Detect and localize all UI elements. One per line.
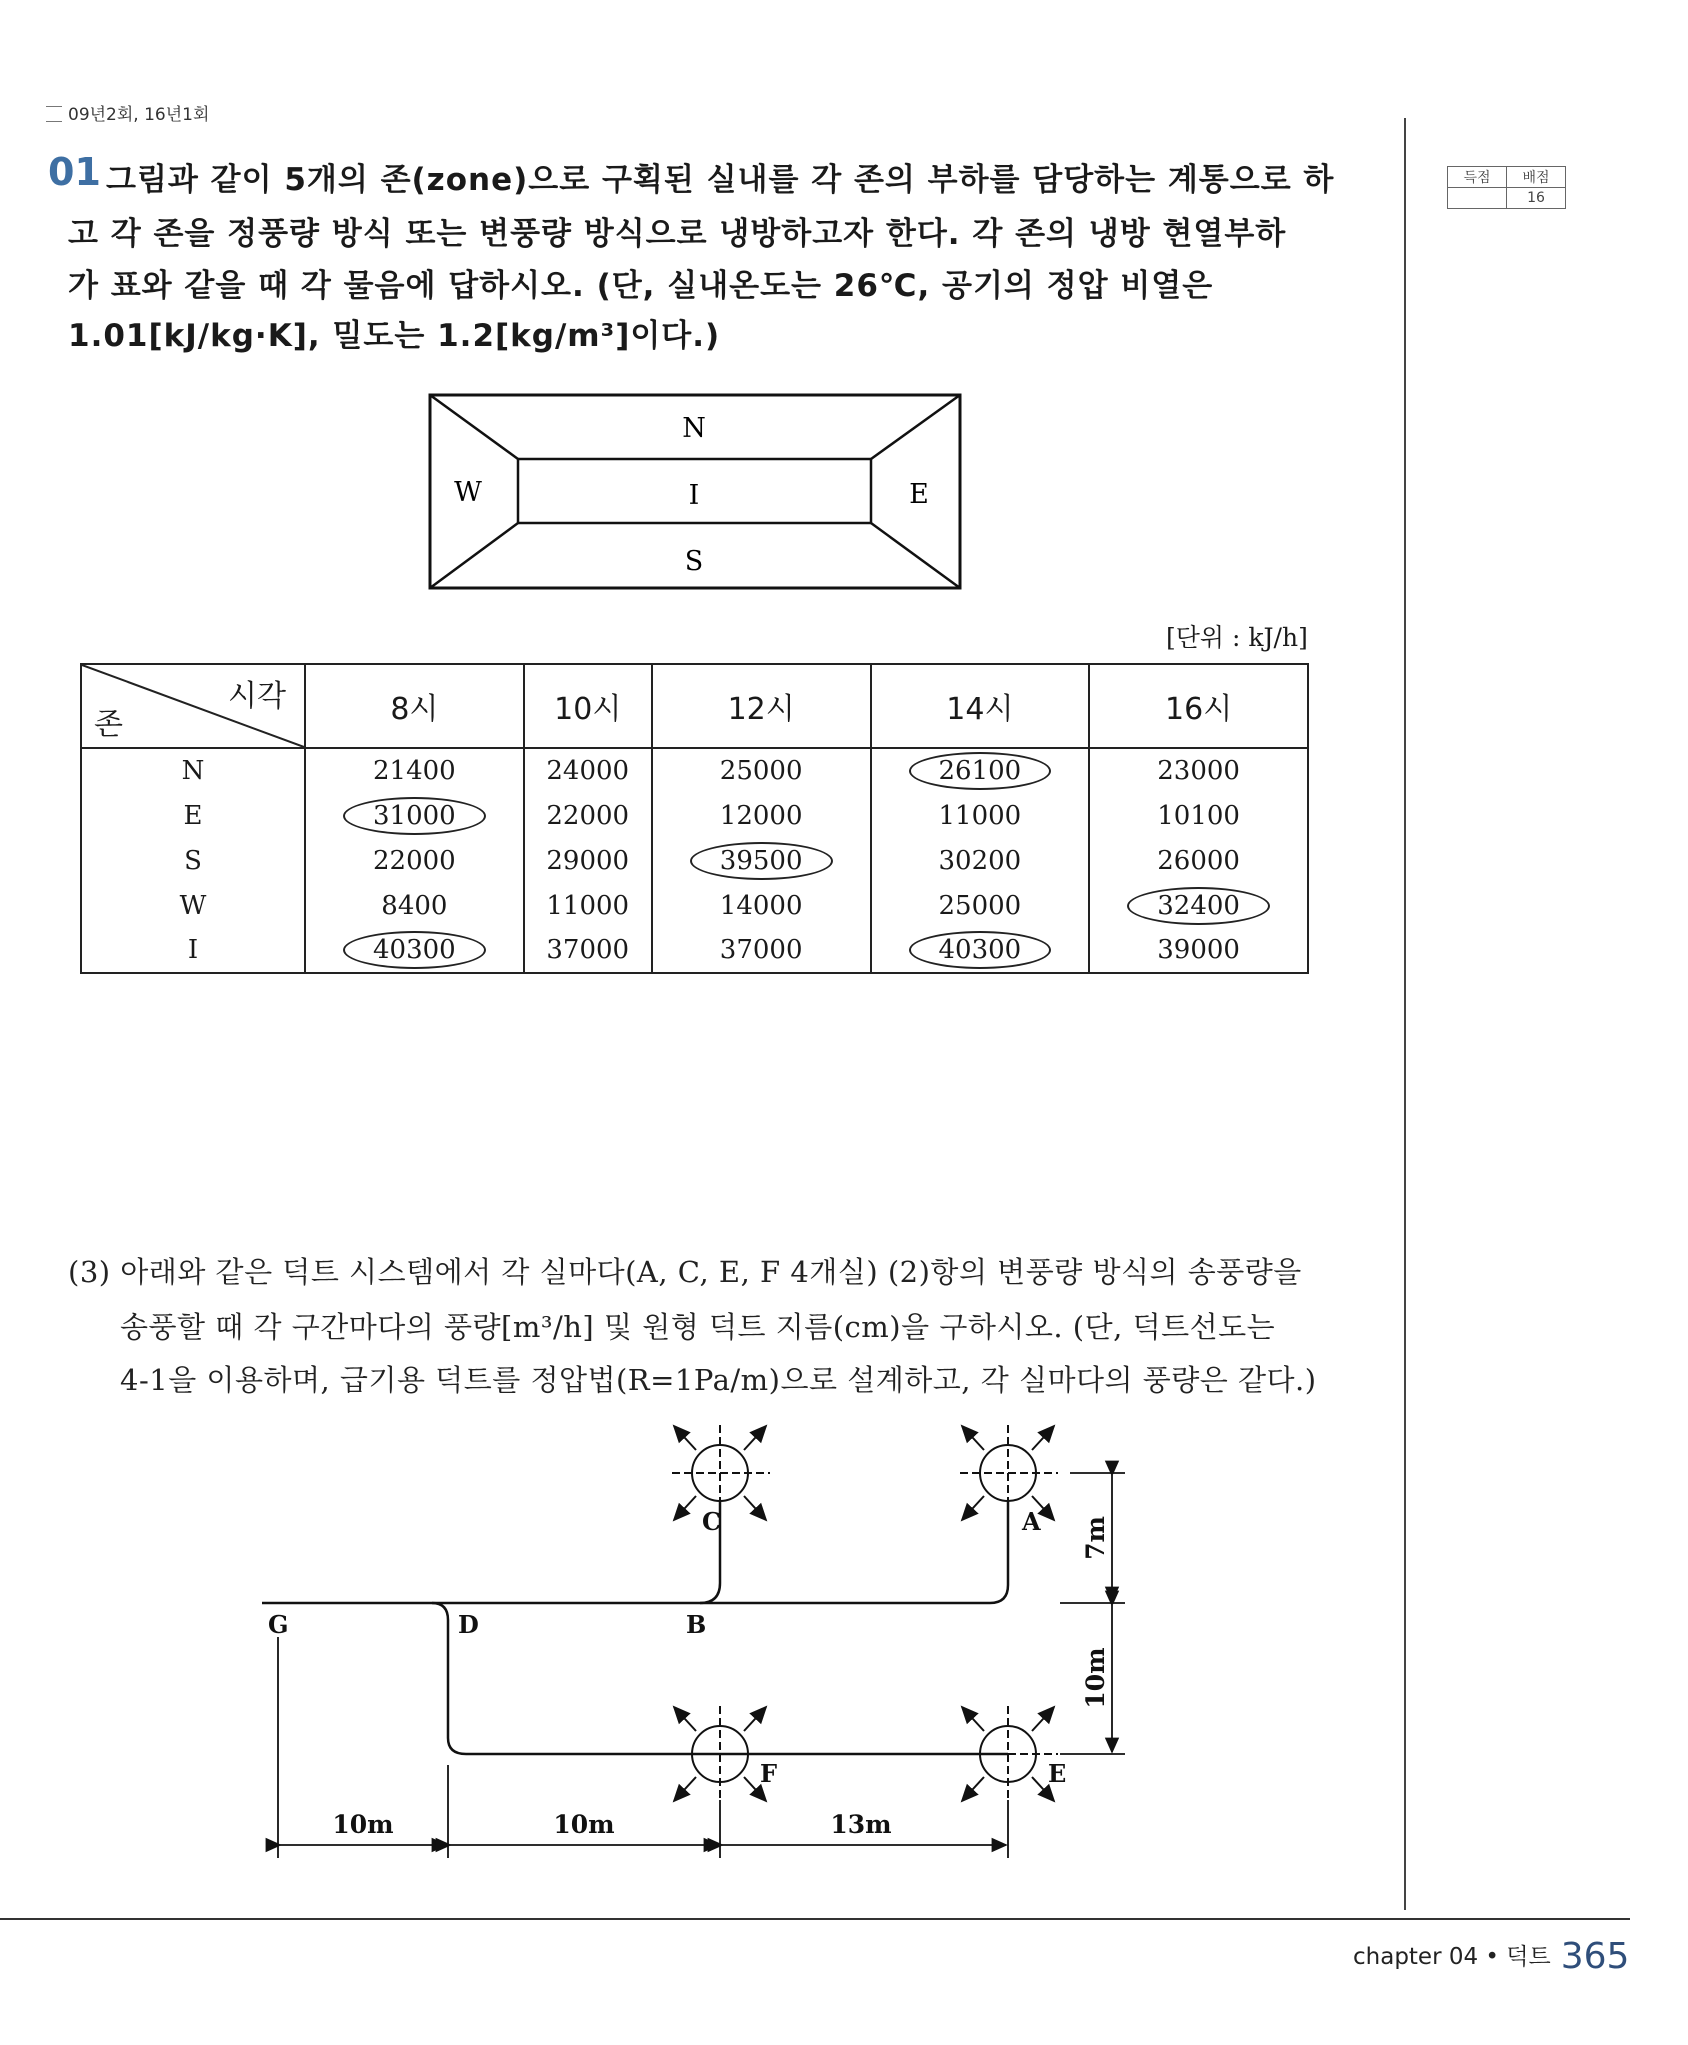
chapter-label: chapter 04 • 덕트 (1353, 1944, 1551, 1970)
node-label-f: F (760, 1759, 778, 1788)
page-footer (1353, 1936, 1629, 1977)
circled-max-value: 31000 (343, 797, 486, 835)
question-line-4: 1.01[kJ/kg·K], 밀도는 1.2[kg/m³]이다.) (68, 318, 721, 354)
footer-rule (0, 1918, 1630, 1920)
node-label-b: B (686, 1610, 707, 1639)
value-cell: 30200 (871, 838, 1090, 883)
zone-label-west: W (454, 477, 482, 508)
score-label-points: 배점 (1507, 167, 1566, 188)
column-header: 14시 (871, 664, 1090, 748)
score-label-earned: 득점 (1448, 167, 1507, 188)
value-cell: 23000 (1089, 748, 1308, 793)
zone-cell: I (187, 935, 199, 965)
value-cell: 11000 (871, 793, 1090, 838)
zone-cell: N (181, 756, 205, 786)
zone-label-south: S (684, 546, 704, 577)
node-label-g: G (268, 1610, 289, 1639)
vertical-dimensions (1060, 1473, 1125, 1754)
value-cell: 26000 (1089, 838, 1308, 883)
value-cell: 25000 (871, 883, 1090, 928)
value-cell: 14000 (652, 883, 871, 928)
node-label-c: C (702, 1507, 722, 1536)
question-line-2: 고 각 존을 정풍량 방식 또는 변풍량 방식으로 냉방하고자 한다. 각 존의 냉방 현열부하 (68, 216, 1287, 252)
value-cell: 29000 (524, 838, 652, 883)
circled-max-value: 40300 (343, 931, 486, 969)
circled-max-value: 32400 (1127, 887, 1270, 925)
corner-label-zone: 존 (94, 707, 123, 742)
value-cell: 22000 (524, 793, 652, 838)
zone-label-east: E (909, 479, 929, 510)
score-points-value: 16 (1507, 188, 1566, 209)
value-cell: 12000 (652, 793, 871, 838)
value-cell: 37000 (652, 928, 871, 973)
dim-lower: 10m (1081, 1647, 1110, 1709)
node-label-a: A (1022, 1507, 1041, 1536)
zone-cell: S (184, 845, 202, 876)
value-cell: 21400 (305, 748, 524, 793)
dim-g-to-d: 10m (332, 1810, 394, 1839)
value-cell: 24000 (524, 748, 652, 793)
node-label-e: E (1048, 1759, 1067, 1788)
value-cell: 39000 (1089, 928, 1308, 973)
column-header: 12시 (652, 664, 871, 748)
dim-d-to-f: 10m (553, 1810, 615, 1839)
circled-max-value: 26100 (909, 752, 1052, 790)
zone-cell: E (183, 800, 203, 831)
diffuser-e-icon (960, 1706, 1058, 1801)
subquestion-3-line-3: 4-1을 이용하며, 급기용 덕트를 정압법(R=1Pa/m)으로 설계하고, 각 실마다의 풍량은 같다.) (120, 1363, 1317, 1397)
node-label-d: D (458, 1610, 479, 1639)
page-number: 365 (1560, 1936, 1630, 1977)
question-line-3: 가 표와 같을 때 각 물음에 답하시오. (단, 실내온도는 26℃, 공기의 정압 비열은 (68, 268, 1214, 304)
dim-f-to-e: 13m (830, 1810, 892, 1839)
duct-lines (262, 1500, 1008, 1754)
dim-upper: 7m (1081, 1516, 1110, 1560)
value-cell: 11000 (524, 883, 652, 928)
subquestion-3-line-1: (3) 아래와 같은 덕트 시스템에서 각 실마다(A, C, E, F 4개실) (2)항의 변풍량 방식의 송풍량을 (68, 1255, 1302, 1289)
value-cell: 10100 (1089, 793, 1308, 838)
question-number: 01 (48, 150, 101, 194)
zone-cell: W (179, 890, 207, 921)
zone-label-north: N (682, 413, 706, 444)
value-cell: 22000 (305, 838, 524, 883)
circled-max-value: 40300 (909, 931, 1052, 969)
zone-label-interior: I (688, 480, 700, 511)
source-text: 09년2회, 16년1회 (68, 105, 210, 125)
question-line-1: 그림과 같이 5개의 존(zone)으로 구획된 실내를 각 존의 부하를 담당하는 계통으로 하 (106, 162, 1335, 198)
column-header: 10시 (524, 664, 652, 748)
table-units: [단위 : kJ/h] (1166, 623, 1308, 652)
value-cell: 8400 (305, 883, 524, 928)
column-header: 8시 (305, 664, 524, 748)
corner-label-time: 시각 (228, 679, 286, 714)
column-header: 16시 (1089, 664, 1308, 748)
value-cell: 25000 (652, 748, 871, 793)
circled-max-value: 39500 (690, 842, 833, 880)
value-cell: 37000 (524, 928, 652, 973)
subquestion-3-line-2: 송풍할 때 각 구간마다의 풍량[m³/h] 및 원형 덕트 지름(cm)을 구하시오. (단, 덕트선도는 (120, 1310, 1276, 1344)
